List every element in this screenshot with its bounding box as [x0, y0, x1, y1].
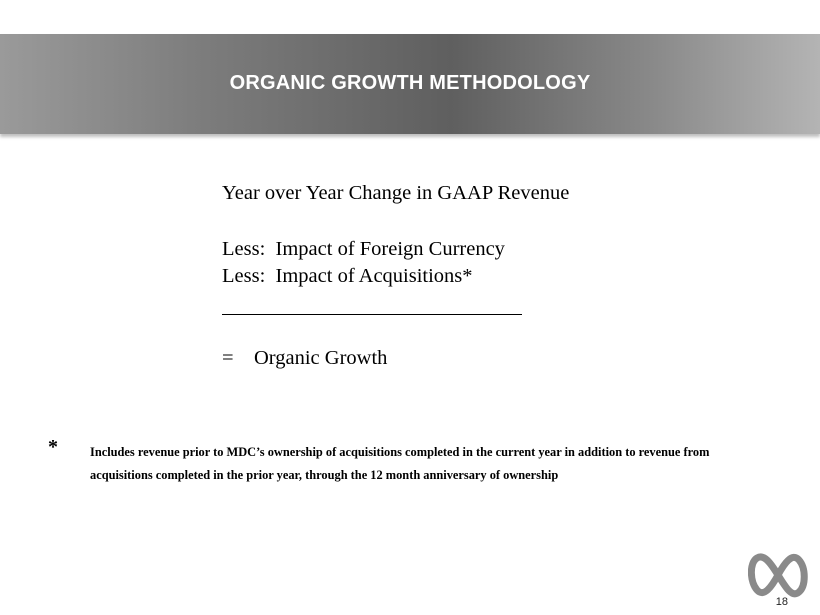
footnote-text: Includes revenue prior to MDC’s ownership of acquisitions completed in the current year in addition to revenue from acquisitions completed in the prior year, through the 12 month anniversary of ownership — [90, 445, 710, 482]
page-number: 18 — [775, 596, 788, 608]
summation-divider — [222, 314, 522, 315]
page-title: ORGANIC GROWTH METHODOLOGY — [229, 72, 591, 94]
formula-line-foreign-currency: Less: Impact of Foreign Currency — [222, 238, 505, 260]
title-banner — [0, 34, 820, 134]
formula-result: Organic Growth — [254, 347, 388, 369]
equals-sign: = — [222, 347, 234, 369]
formula-line-gaap-revenue: Year over Year Change in GAAP Revenue — [222, 182, 570, 204]
formula-line-acquisitions: Less: Impact of Acquisitions* — [222, 265, 473, 287]
footnote-marker: * — [48, 436, 58, 458]
infinity-logo-icon — [748, 548, 808, 602]
